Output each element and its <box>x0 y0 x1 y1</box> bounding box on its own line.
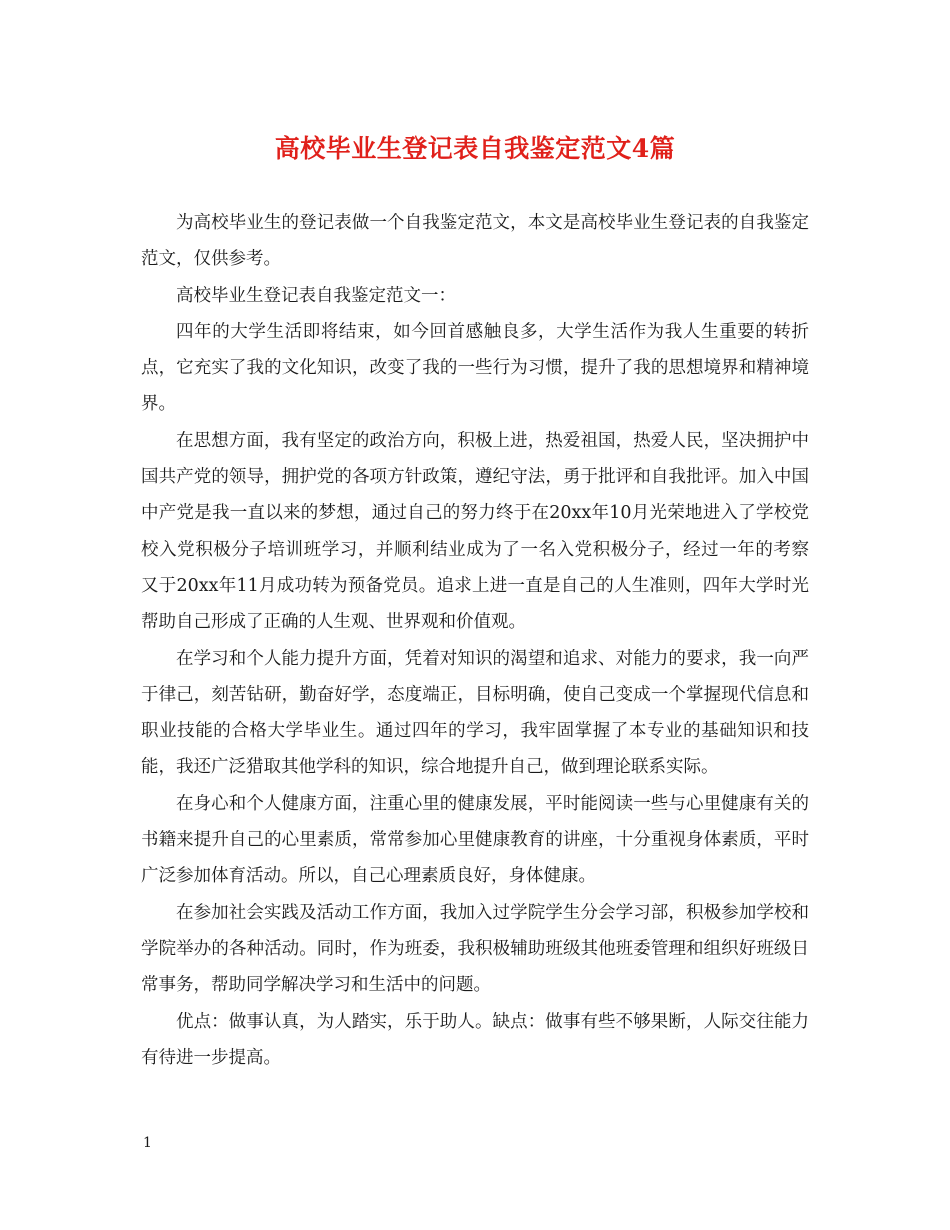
body-paragraph: 优点：做事认真，为人踏实，乐于助人。缺点：做事有些不够果断，人际交往能力有待进一步提高。 <box>141 1011 809 1068</box>
body-paragraph: 在学习和个人能力提升方面，凭着对知识的渴望和追求、对能力的要求，我一向严于律己，刻苦钻研，勤奋好学，态度端正，目标明确，使自己变成一个掌握现代信息和职业技能的合格大学毕业生。通过四年的学习，我牢固掌握了本专业的基础知识和技能，我还广泛猎取其他学科的知识，综合地提升自己，做到理论联系实际。 <box>141 648 809 778</box>
intro-paragraph: 为高校毕业生的登记表做一个自我鉴定范文，本文是高校毕业生登记表的自我鉴定范文，仅供参考。 <box>141 213 809 270</box>
document-body <box>141 205 809 1076</box>
body-paragraph: 在参加社会实践及活动工作方面，我加入过学院学生分会学习部，积极参加学校和学院举办的各种活动。同时，作为班委，我积极辅助班级其他班委管理和组织好班级日常事务，帮助同学解决学习和生活中的问题。 <box>141 902 809 996</box>
document-title: 高校毕业生登记表自我鉴定范文4篇 <box>274 134 676 163</box>
page-number: 1 <box>143 1135 152 1151</box>
body-paragraph: 四年的大学生活即将结束，如今回首感触良多，大学生活作为我人生重要的转折点，它充实了我的文化知识，改变了我的一些行为习惯，提升了我的思想境界和精神境界。 <box>141 321 809 415</box>
section-heading: 高校毕业生登记表自我鉴定范文一： <box>176 285 456 306</box>
body-paragraph: 在思想方面，我有坚定的政治方向，积极上进，热爱祖国，热爱人民，坚决拥护中国共产党的领导，拥护党的各项方针政策，遵纪守法，勇于批评和自我批评。加入中国中产党是我一直以来的梦想，通过自己的努力终于在20xx年10月光荣地进入了学校党校入党积极分子培训班学习，并顺利结业成为了一名入党积极分子，经过一年的考察 又于20xx年11月成功转为预备党员。追求上进一直是自己的人生准则，四年大学时光帮助自己形成了正确的人生观、世界观和价值观。 <box>141 430 809 633</box>
body-paragraph: 在身心和个人健康方面，注重心里的健康发展，平时能阅读一些与心里健康有关的书籍来提升自己的心里素质，常常参加心里健康教育的讲座，十分重视身体素质，平时广泛参加体育活动。所以，自己心理素质良好，身体健康。 <box>141 793 809 887</box>
